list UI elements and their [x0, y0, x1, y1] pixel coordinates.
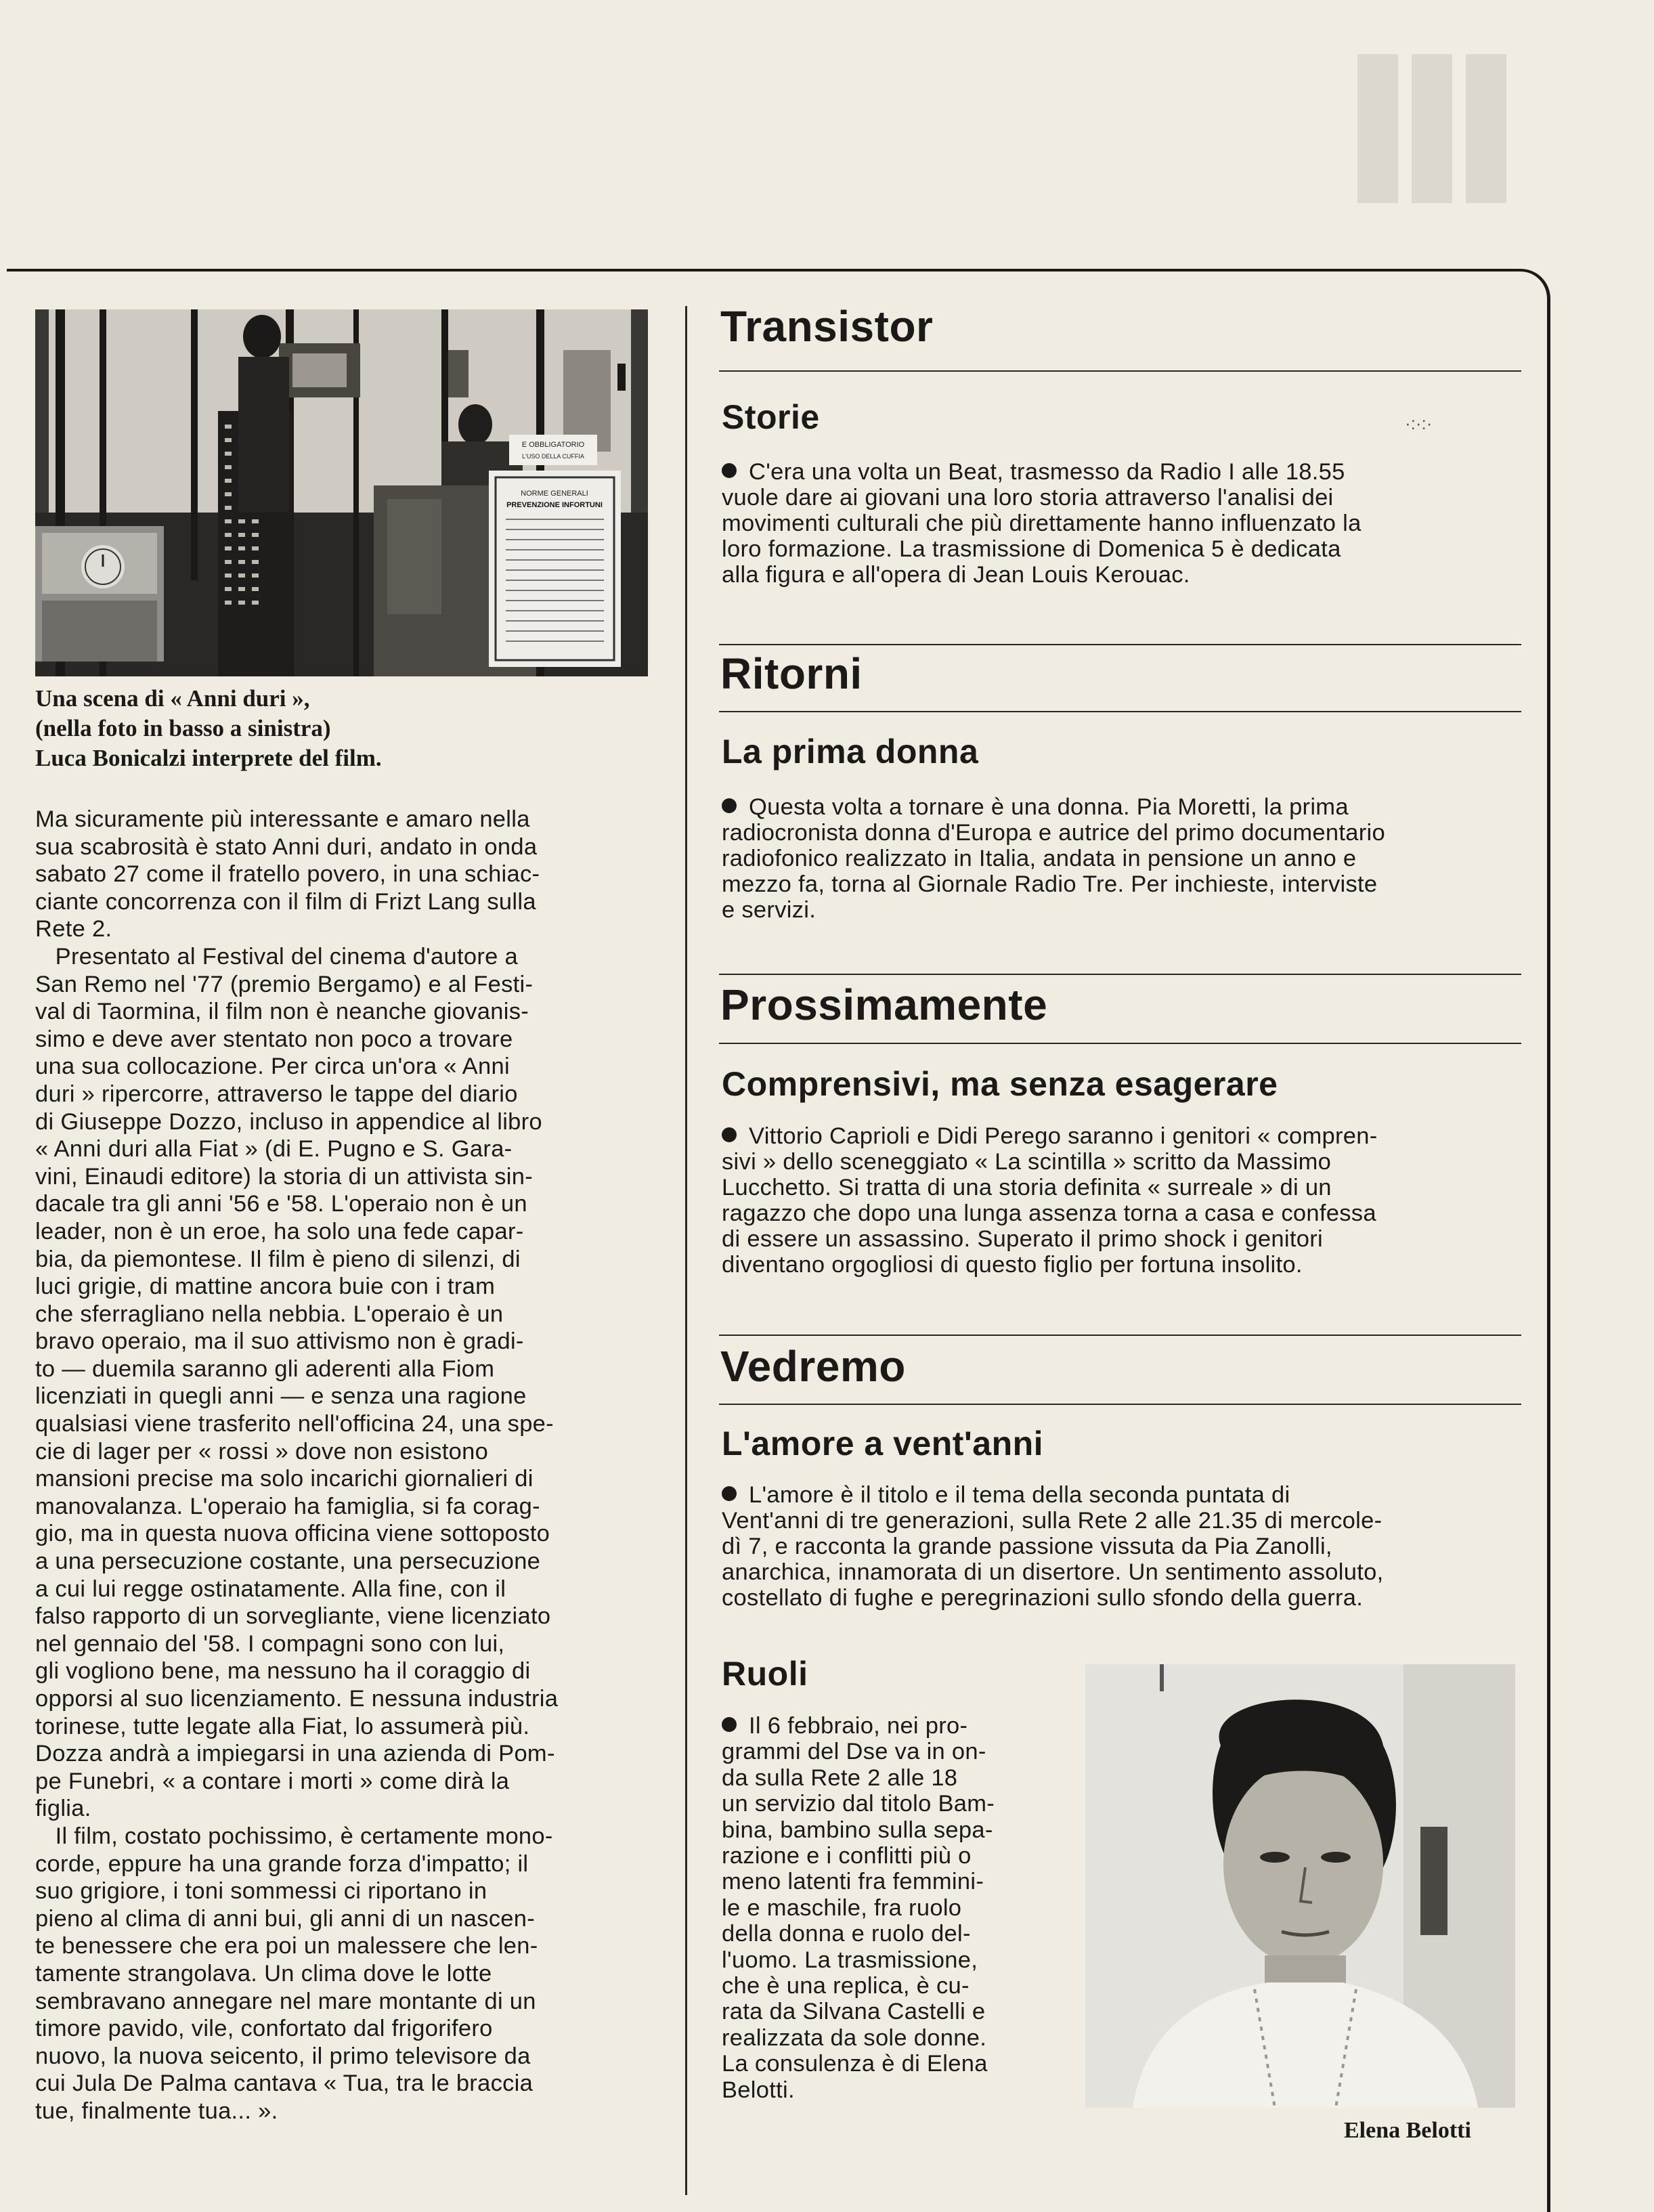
body-line: costellato di fughe e peregrinazioni sullo sfondo della guerra. — [722, 1585, 1364, 1611]
sign-top-line-2: L'USO DELLA CUFFIA — [522, 453, 584, 460]
article-line: mansioni precise ma solo incarichi giornalieri di — [35, 1466, 534, 1492]
article-line: bia, da piemontese. Il film è pieno di silenzi, di — [35, 1246, 521, 1272]
body-line: rata da Silvana Castelli e — [722, 1999, 986, 2025]
portrait-caption: Elena Belotti — [1344, 2118, 1471, 2143]
section-rule — [719, 644, 1521, 645]
article-line: corde, eppure ha una grande forza d'impatto; il — [35, 1850, 529, 1877]
article-line: tamente strangolava. Un clima dove le lotte — [35, 1960, 492, 1987]
article-line: sua scabrosità è stato Anni duri, andato in onda — [35, 833, 538, 860]
body-line: diventano orgogliosi di questo figlio per fortuna insolito. — [722, 1252, 1303, 1278]
section-rule — [719, 974, 1521, 975]
article-body — [35, 806, 648, 2125]
sign-top-line-1: E OBBLIGATORIO — [521, 441, 585, 449]
section-title-prossimamente: Prossimamente — [720, 980, 1048, 1029]
subtitle-ruoli: Ruoli — [722, 1655, 808, 1693]
body-line: Lucchetto. Si tratta di una storia definita « surreale » di un — [722, 1175, 1332, 1200]
article-line: falso rapporto di un sorvegliante, viene licenziato — [35, 1603, 551, 1630]
body-line: loro formazione. La trasmissione di Domenica 5 è dedicata — [722, 536, 1341, 562]
article-line: cui Jula De Palma cantava « Tua, tra le braccia — [35, 2070, 534, 2097]
ruoli-body — [722, 1713, 995, 2103]
article-line: duri » ripercorre, attraverso le tappe del diario — [35, 1081, 518, 1107]
portrait-photo — [1085, 1664, 1515, 2108]
body-line: Vittorio Caprioli e Didi Perego saranno i genitori « compren- — [722, 1123, 1378, 1149]
body-line: un servizio dal titolo Bam- — [722, 1791, 995, 1817]
article-line: San Remo nel '77 (premio Bergamo) e al Festi- — [35, 971, 534, 997]
article-line: sabato 27 come il fratello povero, in una schiac- — [35, 861, 540, 888]
body-line: di essere un assassino. Superato il primo shock i genitori — [722, 1226, 1324, 1252]
prossimamente-body — [722, 1123, 1378, 1278]
article-line: a cui lui regge ostinatamente. Alla fine, con il — [35, 1576, 506, 1602]
body-line: La consulenza è di Elena — [722, 2051, 988, 2077]
article-line: val di Taormina, il film non è neanche giovanis- — [35, 999, 529, 1025]
article-line: sembravano annegare nel mare montante di un — [35, 1988, 536, 2014]
article-line: Ma sicuramente più interessante e amaro nella — [35, 806, 530, 832]
article-line: manovalanza. L'operaio ha famiglia, si fa corag- — [35, 1493, 540, 1519]
body-line: che è una replica, è cu- — [722, 1973, 970, 1999]
sign-main-line-2: PREVENZIONE INFORTUNI — [506, 501, 603, 509]
article-line: nel gennaio del '58. I compagni sono con lui, — [35, 1630, 505, 1657]
body-line: alla figura e all'opera di Jean Louis Kerouac. — [722, 562, 1190, 588]
article-line: Dozza andrà a impiegarsi in una azienda di Pom- — [35, 1741, 555, 1767]
article-line: to — duemila saranno gli aderenti alla Fiom — [35, 1356, 495, 1382]
ritorni-body — [722, 794, 1385, 923]
article-line: figlia. — [35, 1796, 91, 1822]
section-rule — [719, 711, 1521, 712]
column-divider — [685, 306, 687, 2195]
article-line: gli vogliono bene, ma nessuno ha il coraggio di — [35, 1658, 531, 1685]
photo-caption — [35, 684, 645, 773]
article-line: Presentato al Festival del cinema d'autore a — [35, 943, 518, 970]
article-line: ciante concorrenza con il film di Frizt Lang sulla — [35, 888, 536, 915]
bullet-icon — [722, 1486, 737, 1501]
article-line: vini, Einaudi editore) la storia di un attivista sin- — [35, 1163, 533, 1190]
section-rule — [719, 1404, 1521, 1405]
article-line: suo grigiore, i toni sommessi ci riportano in — [35, 1878, 487, 1905]
body-line: anarchica, innamorata di un disertore. Un sentimento assoluto, — [722, 1559, 1384, 1585]
body-line: realizzata da sole donne. — [722, 2024, 987, 2051]
article-line: leader, non è un eroe, ha solo una fede capar- — [35, 1218, 524, 1244]
body-line: meno latenti fra femmini- — [722, 1869, 984, 1895]
storie-body — [722, 459, 1362, 588]
caption-line: (nella foto in basso a sinistra) — [35, 715, 331, 741]
article-line: opporsi al suo licenziamento. E nessuna industria — [35, 1686, 559, 1712]
article-line: cie di lager per « rossi » dove non esistono — [35, 1438, 489, 1465]
article-line: qualsiasi viene trasferito nell'officina 24, una spe- — [35, 1411, 554, 1437]
vedremo-body — [722, 1482, 1383, 1611]
print-speck: ·:·:· — [1405, 413, 1433, 433]
bullet-icon — [722, 798, 737, 813]
body-line: della donna e ruolo del- — [722, 1921, 971, 1947]
body-line: Questa volta a tornare è una donna. Pia Moretti, la prima — [722, 794, 1385, 820]
article-line: dacale tra gli anni '56 e '58. L'operaio non è un — [35, 1191, 527, 1217]
body-line: sivi » dello sceneggiato « La scintilla » scritto da Massimo — [722, 1149, 1332, 1175]
body-line: Belotti. — [722, 2077, 795, 2103]
section-title-ritorni: Ritorni — [720, 649, 863, 698]
article-line: Rete 2. — [35, 916, 112, 942]
body-line: vuole dare ai giovani una loro storia attraverso l'analisi dei — [722, 485, 1334, 511]
article-line: « Anni duri alla Fiat » (di E. Pugno e S. Gara- — [35, 1136, 513, 1163]
body-line: grammi del Dse va in on- — [722, 1739, 986, 1765]
article-line: di Giuseppe Dozzo, incluso in appendice al libro — [35, 1108, 542, 1135]
article-line: Il film, costato pochissimo, è certamente mono- — [35, 1823, 553, 1849]
article-line: te benessere che era poi un malessere che len- — [35, 1933, 538, 1959]
body-line: ragazzo che dopo una lunga assenza torna a casa e confessa — [722, 1200, 1376, 1226]
article-line: a una persecuzione costante, una persecuzione — [35, 1548, 541, 1575]
caption-line: Una scena di « Anni duri », — [35, 685, 310, 712]
article-line: licenziati in quegli anni — e senza una ragione — [35, 1383, 527, 1410]
body-line: movimenti culturali che più direttamente hanno influenzato la — [722, 511, 1362, 536]
body-line: radiofonico realizzato in Italia, andata in pensione un anno e — [722, 846, 1357, 871]
bullet-icon — [722, 1717, 737, 1732]
article-line: nuovo, la nuova seicento, il primo televisore da — [35, 2043, 531, 2069]
body-line: bina, bambino sulla sepa- — [722, 1817, 993, 1843]
caption-line: Luca Bonicalzi interprete del film. — [35, 745, 382, 771]
subtitle-comprensivi: Comprensivi, ma senza esagerare — [722, 1065, 1278, 1103]
article-line: luci grigie, di mattine ancora buie con i tram — [35, 1274, 496, 1300]
body-line: l'uomo. La trasmissione, — [722, 1947, 978, 1973]
body-line: razione e i conflitti più o — [722, 1843, 972, 1869]
section-title-vedremo: Vedremo — [720, 1342, 906, 1391]
body-line: mezzo fa, torna al Giornale Radio Tre. Per inchieste, interviste — [722, 871, 1378, 897]
film-still-photo — [35, 309, 648, 676]
section-title-transistor: Transistor — [720, 302, 934, 351]
article-line: bravo operaio, ma il suo attivismo non è gradi- — [35, 1328, 524, 1355]
body-line: e servizi. — [722, 897, 817, 923]
body-line: C'era una volta un Beat, trasmesso da Radio I alle 18.55 — [722, 459, 1362, 485]
bullet-icon — [722, 463, 737, 478]
body-line: Il 6 febbraio, nei pro- — [722, 1713, 995, 1739]
article-line: torinese, tutte legate alla Fiat, lo assumerà più. — [35, 1713, 530, 1739]
bleed-through-mark — [1344, 27, 1561, 230]
section-rule — [719, 1043, 1521, 1044]
body-line: da sulla Rete 2 alle 18 — [722, 1764, 958, 1791]
body-line: dì 7, e racconta la grande passione vissuta da Pia Zanolli, — [722, 1534, 1332, 1559]
article-line: simo e deve aver stentato non poco a trovare — [35, 1026, 513, 1052]
article-line: tue, finalmente tua... ». — [35, 2098, 278, 2124]
body-line: radiocronista donna d'Europa e autrice del primo documentario — [722, 820, 1385, 846]
subtitle-la-prima-donna: La prima donna — [722, 733, 979, 771]
subtitle-amore-a-ventanni: L'amore a vent'anni — [722, 1425, 1044, 1462]
article-line: pieno al clima di anni bui, gli anni di un nascen- — [35, 1905, 536, 1932]
bullet-icon — [722, 1127, 737, 1142]
article-line: che sferragliano nella nebbia. L'operaio è un — [35, 1301, 504, 1327]
section-rule — [719, 370, 1521, 372]
subtitle-storie: Storie — [722, 398, 820, 436]
article-line: gio, ma in questa nuova officina viene sottoposto — [35, 1521, 550, 1547]
sign-main-line-1: NORME GENERALI — [521, 490, 588, 498]
body-line: le e maschile, fra ruolo — [722, 1894, 962, 1921]
body-line: Vent'anni di tre generazioni, sulla Rete 2 alle 21.35 di mercole- — [722, 1508, 1383, 1534]
article-line: una sua collocazione. Per circa un'ora « Anni — [35, 1054, 510, 1080]
article-line: timore pavido, vile, confortato dal frigorifero — [35, 2016, 493, 2042]
section-rule — [719, 1335, 1521, 1336]
article-line: pe Funebri, « a contare i morti » come dirà la — [35, 1768, 510, 1794]
body-line: L'amore è il titolo e il tema della seconda puntata di — [722, 1482, 1383, 1508]
